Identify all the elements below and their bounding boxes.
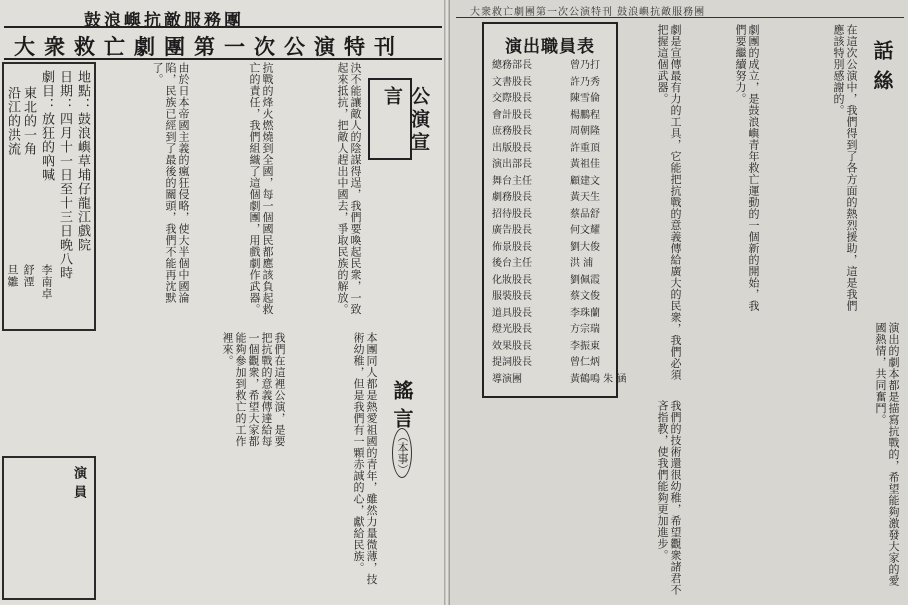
cast-heading: 演員 (71, 466, 86, 504)
staff-names: 黃鶴鳴 朱 涵 (570, 373, 627, 385)
staff-names: 方宗瑞 (570, 324, 600, 335)
organization-name: 鼓浪嶼抗敵服務團 (84, 11, 244, 31)
staff-role: 總務部長 (492, 60, 532, 71)
cast-box (2, 456, 96, 600)
staff-role: 後台主任 (492, 258, 532, 269)
staff-names: 何文耀 (570, 225, 600, 236)
staff-role: 佈景股長 (492, 241, 532, 253)
staff-role: 出版股長 (492, 142, 532, 154)
play1-author: 李南卓 (40, 264, 53, 300)
staff-names: 蔡品舒 (570, 208, 600, 220)
staff-role: 招待股長 (492, 208, 532, 220)
ballad-subtitle: （本事） (392, 428, 412, 478)
staff-role: 會計股長 (492, 109, 532, 121)
right-article-column-2: 劇團的成立，是鼓浪嶼青年救亡運動的一個新的開始，我們要繼續努力。 (734, 24, 760, 312)
right-article-column-4: 我們的技術還很幼稚，希望觀衆諸君不吝指教，使我們能夠更加進步。 (656, 400, 682, 596)
staff-names: 黃天生 (570, 192, 600, 203)
staff-role: 庶務股長 (492, 126, 532, 137)
staff-names: 顧建文 (570, 175, 600, 187)
staff-names: 陳雪倫 (570, 93, 600, 104)
staff-names: 黃祖佳 (570, 159, 600, 170)
article-column-5: 本團同人都是熱愛祖國的青年，雖然力量微薄，技術幼稚，但是我們有一顆赤誠的心，獻給民族。 (352, 332, 378, 585)
staff-names: 許重頂 (570, 142, 600, 154)
staff-names: 許乃秀 (570, 76, 600, 88)
program-play2: 東北的一角 (21, 86, 36, 156)
staff-names: 曾乃打 (570, 60, 600, 71)
staff-role: 廣告股長 (492, 225, 532, 236)
staff-names: 曾仁炳 (570, 357, 600, 368)
play3-author: 旦雛 (6, 264, 19, 288)
proclamation-column-1: 由於日本帝國主義的瘋狂侵略，使大半個中國淪陷，民族已經到了最後的關頭，我們不能再沈默了。 (151, 62, 190, 304)
proclamation-heading-box (368, 78, 430, 160)
staff-names: 劉大俊 (570, 241, 600, 253)
right-heading: 話絲 (870, 40, 894, 100)
staff-role: 服裝股長 (492, 291, 532, 302)
date-text: 日期：四月十一日至十三日晚八時 (57, 70, 72, 280)
program-play3: 沿江的洪流 (5, 86, 20, 156)
staff-role: 舞台主任 (492, 175, 532, 187)
staff-names: 李珠蘭 (570, 307, 600, 319)
ballad-heading: 謠言 (390, 380, 414, 436)
article-column-4: 我們在這裡公演，是要把抗戰的意義傳達給每一個觀衆，希望大家都能夠參加到救亡的工作裡來。 (221, 332, 286, 447)
venue-text: 地點：鼓浪嶼草埔仔龍江戲院 (75, 70, 90, 252)
header-rule (456, 17, 904, 18)
page-fold (444, 0, 450, 605)
page-title: 大衆救亡劇團第一次公演特刊 (14, 34, 404, 59)
staff-names: 劉佩霞 (570, 274, 600, 286)
staff-role: 化妝股長 (492, 274, 532, 286)
staff-names: 楊鵬程 (570, 109, 600, 121)
staff-role: 提詞股長 (492, 357, 532, 368)
staff-role: 演出部長 (492, 159, 532, 170)
program-play1: 劇目：放狂的吶喊 (39, 70, 54, 182)
proclamation-heading: 公演宣言 (381, 86, 430, 155)
staff-role: 道具股長 (492, 307, 532, 319)
right-article-column-1: 劇是宣傳最有力的工具，它能把抗戰的意義傳給廣大的民衆，我們必須把握這個武器。 (656, 24, 682, 381)
staff-role: 交際股長 (492, 93, 532, 104)
staff-names: 周朝隆 (570, 126, 600, 137)
staff-role: 效果股長 (492, 340, 532, 352)
staff-names: 蔡文俊 (570, 291, 600, 302)
staff-role: 文書股長 (492, 76, 532, 88)
staff-names: 李振東 (570, 340, 600, 352)
proclamation-column-3: 決不能讓敵人的陰謀得逞，我們要喚起民衆，一致起來抵抗，把敵人趕出中國去，爭取民族的解放。 (336, 62, 362, 315)
right-article-column-3: 在這次公演中，我們得到了各方面的熱烈援助，這是我們應該特別感謝的。 (832, 24, 858, 312)
running-header: 大衆救亡劇團第一次公演特刊 鼓浪嶼抗敵服務團 (470, 7, 706, 18)
right-article-column-5: 演出的劇本都是描寫抗戰的，希望能夠激發大家的愛國熱情，共同奮鬥。 (874, 322, 900, 587)
performance-info-box (2, 62, 96, 331)
staff-role: 導演團 (492, 373, 522, 385)
staff-list-title: 演出職員表 (505, 37, 595, 57)
play2-author: 舒湮 (22, 264, 35, 288)
staff-names: 洪 浦 (570, 258, 594, 269)
staff-role: 燈光股長 (492, 324, 532, 335)
proclamation-column-2: 抗戰的烽火燃燒到全國，每一個國民都應該負起救亡的責任，我們組織了這個劇團，用戲劇作武器。 (248, 62, 274, 315)
staff-list-box (482, 22, 627, 398)
staff-role: 劇務股長 (492, 192, 532, 203)
